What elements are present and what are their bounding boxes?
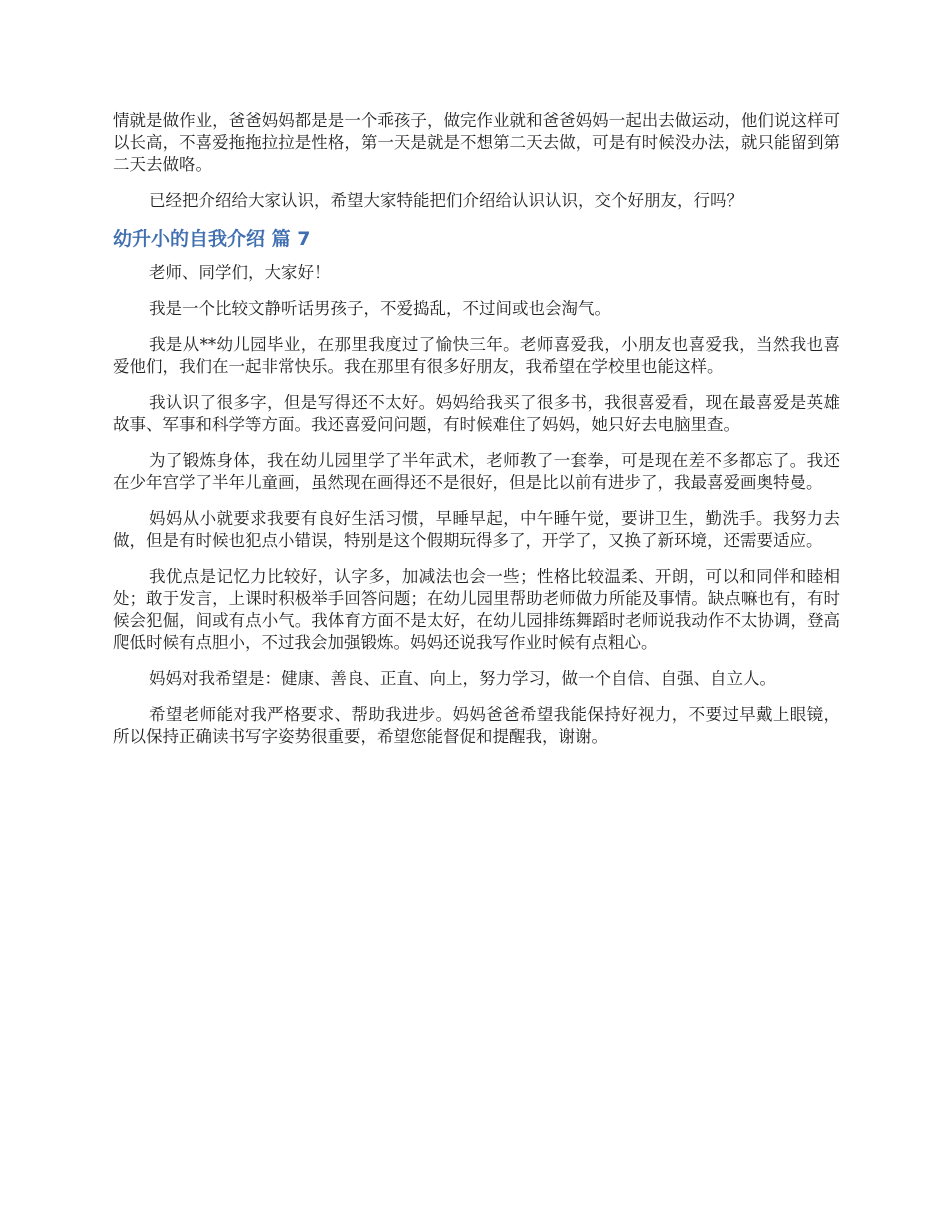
body-paragraph-2: 我是一个比较文静听话男孩子，不爱捣乱，不过间或也会淘气。 [149,299,611,318]
body-paragraph-3: 我是从**幼儿园毕业，在那里我度过了愉快三年。老师喜爱我，小朋友也喜爱我，当然我也喜爱他们，我们在一起非常快乐。我在那里有很多好朋友，我希望在学校里也能这样。 [113,335,840,376]
body-paragraph-5: 为了锻炼身体，我在幼儿园里学了半年武术，老师教了一套拳，可是现在差不多都忘了。我还在少年宫学了半年儿童画，虽然现在画得还不是很好，但是比以前有进步了，我最喜爱画奥特曼。 [113,451,840,492]
body-paragraph-8: 妈妈对我希望是：健康、善良、正直、向上，努力学习，做一个自信、自强、自立人。 [149,669,776,688]
body-paragraph-4: 我认识了很多字，但是写得还不太好。妈妈给我买了很多书，我很喜爱看，现在最喜爱是英雄故事、军事和科学等方面。我还喜爱问问题，有时候难住了妈妈，她只好去电脑里查。 [113,393,840,434]
body-paragraph-9: 希望老师能对我严格要求、帮助我进步。妈妈爸爸希望我能保持好视力，不要过早戴上眼镜，所以保持正确读书写字姿势很重要，希望您能督促和提醒我，谢谢。 [113,705,840,746]
section-heading: 幼升小的自我介绍 篇 7 [113,228,311,250]
body-paragraph-1: 老师、同学们，大家好！ [149,263,331,282]
body-paragraph-6: 妈妈从小就要求我要有良好生活习惯，早睡早起，中午睡午觉，要讲卫生，勤洗手。我努力去做，但是有时候也犯点小错误，特别是这个假期玩得多了，开学了，又换了新环境，还需要适应。 [113,509,840,550]
continuation-paragraph: 情就是做作业，爸爸妈妈都是是一个乖孩子，做完作业就和爸爸妈妈一起出去做运动，他们说这样可以长高，不喜爱拖拖拉拉是性格，第一天是就是不想第二天去做，可是有时候没办法，就只能留到第二天去做咯。 [113,111,840,174]
body-paragraph-7: 我优点是记忆力比较好，认字多，加减法也会一些；性格比较温柔、开朗，可以和同伴和睦相处；敢于发言，上课时积极举手回答问题；在幼儿园里帮助老师做力所能及事情。缺点嘛也有，有时候会犯倔，间或有点小气。我体育方面不是太好，在幼儿园排练舞蹈时老师说我动作不太协调，登高爬低时候有点胆小，不过我会加强锻炼。妈妈还说我写作业时候有点粗心。 [113,567,840,652]
closing-paragraph: 已经把介绍给大家认识，希望大家特能把们介绍给认识认识，交个好朋友，行吗？ [149,191,743,210]
document-page [113,110,840,762]
